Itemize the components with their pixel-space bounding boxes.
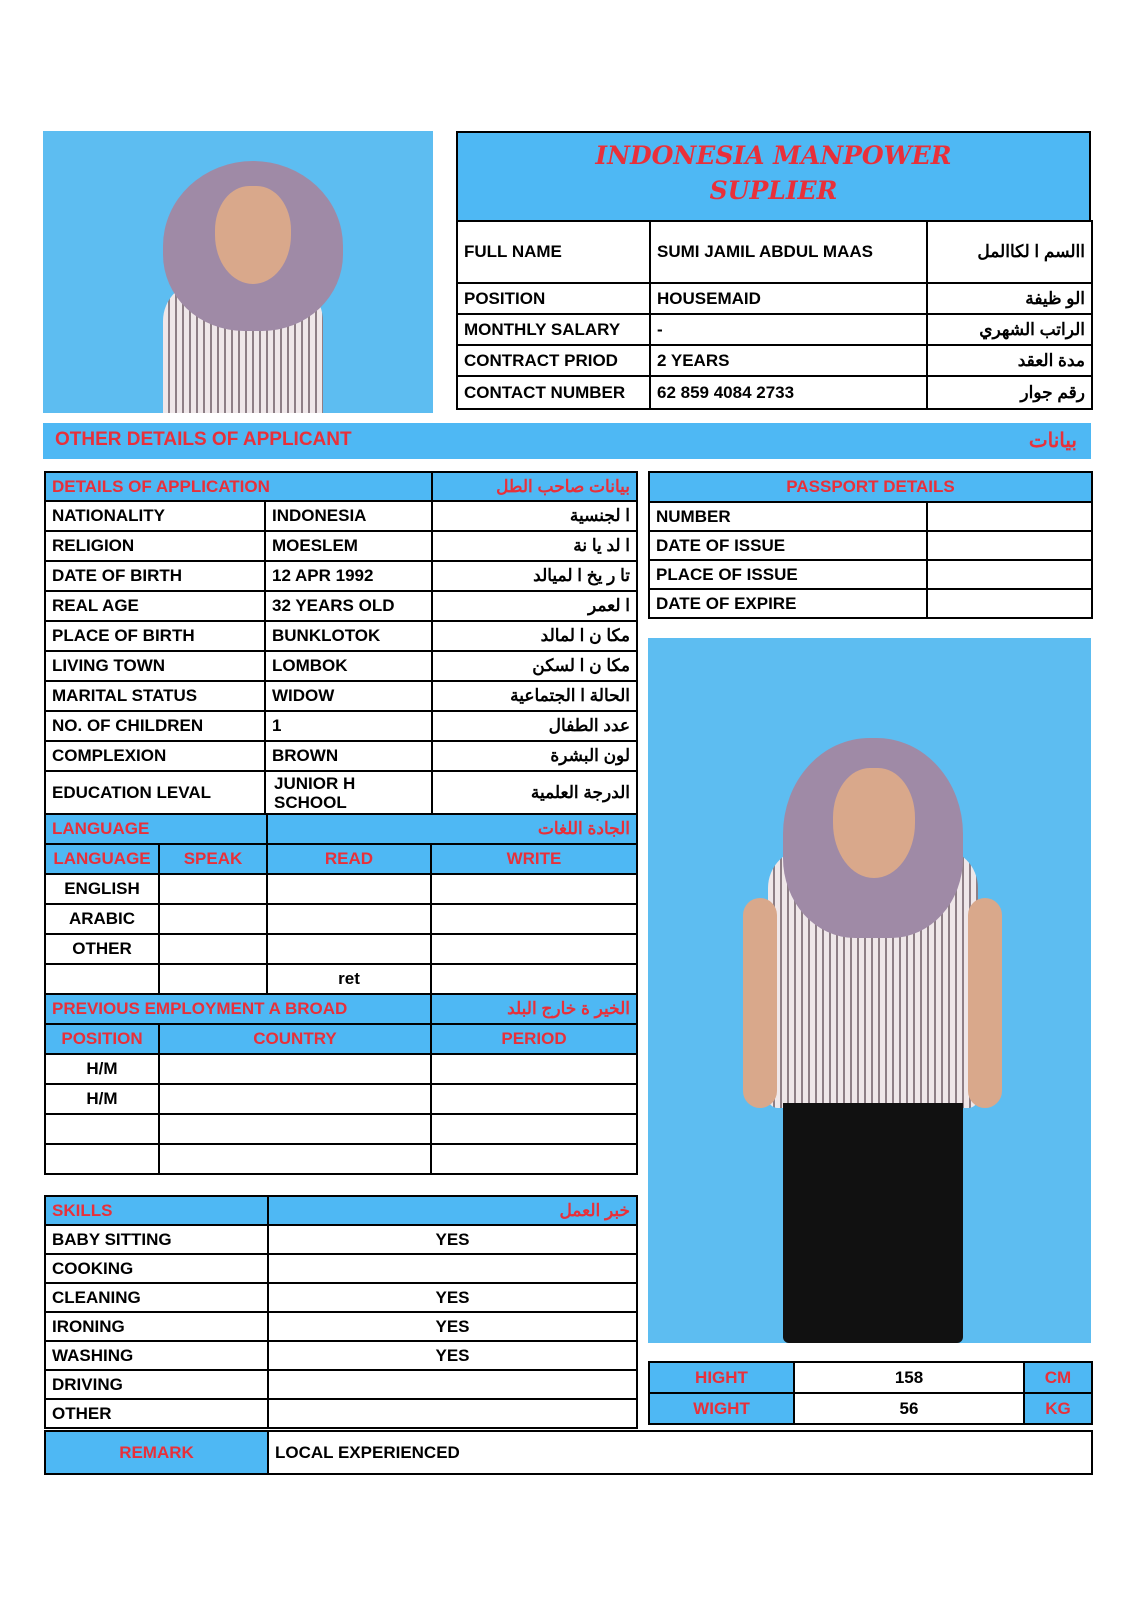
summary-label: MONTHLY SALARY	[457, 314, 650, 345]
employment-col-period: PERIOD	[431, 1024, 637, 1054]
summary-value: 62 859 4084 2733	[650, 376, 927, 409]
summary-value: 2 YEARS	[650, 345, 927, 376]
passport-row: NUMBER	[649, 502, 1092, 531]
passport-row: PLACE OF ISSUE	[649, 560, 1092, 589]
skills-row: IRONING YES	[45, 1312, 637, 1341]
language-col-language: LANGUAGE	[45, 844, 159, 874]
language-row: ret	[45, 964, 637, 994]
application-row: REAL AGE 32 YEARS OLD ا لعمر	[45, 591, 637, 621]
application-table	[44, 471, 638, 816]
summary-row	[457, 221, 1092, 283]
summary-label: POSITION	[457, 283, 650, 314]
weight-unit: KG	[1024, 1393, 1092, 1424]
language-col-write: WRITE	[431, 844, 637, 874]
employment-col-position: POSITION	[45, 1024, 159, 1054]
remark-label: REMARK	[45, 1431, 268, 1474]
skills-row: DRIVING	[45, 1370, 637, 1399]
employment-title: PREVIOUS EMPLOYMENT A BROAD	[45, 994, 431, 1024]
weight-row	[649, 1393, 1092, 1424]
language-title-ar: الجادة اللغات	[267, 814, 637, 844]
portrait-photo	[43, 131, 433, 413]
summary-label-ar: االسم ا لكاالمل	[927, 221, 1092, 283]
summary-value: -	[650, 314, 927, 345]
summary-table	[456, 220, 1093, 410]
summary-label: FULL NAME	[457, 221, 650, 283]
language-row: ENGLISH	[45, 874, 637, 904]
summary-row	[457, 283, 1092, 314]
measures-table	[648, 1361, 1093, 1425]
title-line-2: SUPLIER	[709, 176, 838, 205]
application-row: NATIONALITY INDONESIA ا لجنسية	[45, 501, 637, 531]
language-col-read: READ	[267, 844, 431, 874]
skills-title-ar: خبر العمل	[268, 1196, 637, 1225]
language-row: ARABIC	[45, 904, 637, 934]
passport-row: DATE OF ISSUE	[649, 531, 1092, 560]
remark-table	[44, 1430, 1093, 1475]
remark-value: LOCAL EXPERIENCED	[268, 1431, 1092, 1474]
language-table	[44, 813, 638, 995]
employment-row	[45, 1144, 637, 1174]
skills-table	[44, 1195, 638, 1429]
summary-row	[457, 376, 1092, 409]
application-row: PLACE OF BIRTH BUNKLOTOK مكا ن ا لمالد	[45, 621, 637, 651]
employment-row: H/M	[45, 1054, 637, 1084]
employment-row	[45, 1114, 637, 1144]
skills-row: COOKING	[45, 1254, 637, 1283]
application-title: DETAILS OF APPLICATION	[45, 472, 432, 501]
application-row: NO. OF CHILDREN 1 عدد الطفال	[45, 711, 637, 741]
application-title-ar: بيانات صاحب الطل	[432, 472, 637, 501]
passport-table	[648, 471, 1093, 619]
passport-row: DATE OF EXPIRE	[649, 589, 1092, 618]
weight-value: 56	[794, 1393, 1024, 1424]
weight-label: WIGHT	[649, 1393, 794, 1424]
summary-value: HOUSEMAID	[650, 283, 927, 314]
summary-label: CONTACT NUMBER	[457, 376, 650, 409]
skills-row: CLEANING YES	[45, 1283, 637, 1312]
skills-title: SKILLS	[45, 1196, 268, 1225]
height-value: 158	[794, 1362, 1024, 1393]
language-col-speak: SPEAK	[159, 844, 267, 874]
summary-label-ar: رقم جوار	[927, 376, 1092, 409]
skills-row: BABY SITTING YES	[45, 1225, 637, 1254]
summary-label-ar: الراتب الشهري	[927, 314, 1092, 345]
passport-title: PASSPORT DETAILS	[649, 472, 1092, 502]
other-details-label: OTHER DETAILS OF APPLICANT	[55, 429, 352, 450]
title-line-1: INDONESIA MANPOWER	[595, 141, 952, 170]
height-row	[649, 1362, 1092, 1393]
summary-label-ar: الو ظيفة	[927, 283, 1092, 314]
employment-table	[44, 993, 638, 1175]
other-details-bar	[43, 423, 1091, 459]
application-row: EDUCATION LEVAL JUNIOR H SCHOOL الدرجة العلمية	[45, 771, 637, 815]
application-row: COMPLEXION BROWN لون البشرة	[45, 741, 637, 771]
height-unit: CM	[1024, 1362, 1092, 1393]
full-body-photo	[648, 638, 1091, 1343]
summary-row	[457, 345, 1092, 376]
application-row: LIVING TOWN LOMBOK مكا ن ا لسكن	[45, 651, 637, 681]
summary-value: SUMI JAMIL ABDUL MAAS	[650, 221, 927, 283]
other-details-label-ar: بيانات	[1028, 430, 1077, 452]
employment-col-country: COUNTRY	[159, 1024, 431, 1054]
title-box	[456, 131, 1091, 222]
employment-title-ar: الخير ة خارج البلد	[431, 994, 637, 1024]
language-row: OTHER	[45, 934, 637, 964]
application-row: RELIGION MOESLEM ا لد يا نة	[45, 531, 637, 561]
height-label: HIGHT	[649, 1362, 794, 1393]
employment-row: H/M	[45, 1084, 637, 1114]
summary-row	[457, 314, 1092, 345]
summary-label-ar: مدة العقد	[927, 345, 1092, 376]
skills-row: OTHER	[45, 1399, 637, 1428]
language-title: LANGUAGE	[45, 814, 267, 844]
skills-row: WASHING YES	[45, 1341, 637, 1370]
summary-label: CONTRACT PRIOD	[457, 345, 650, 376]
application-row: DATE OF BIRTH 12 APR 1992 تا ر يخ ا لميالد	[45, 561, 637, 591]
application-row: MARITAL STATUS WIDOW الحالة ا الجتماعية	[45, 681, 637, 711]
